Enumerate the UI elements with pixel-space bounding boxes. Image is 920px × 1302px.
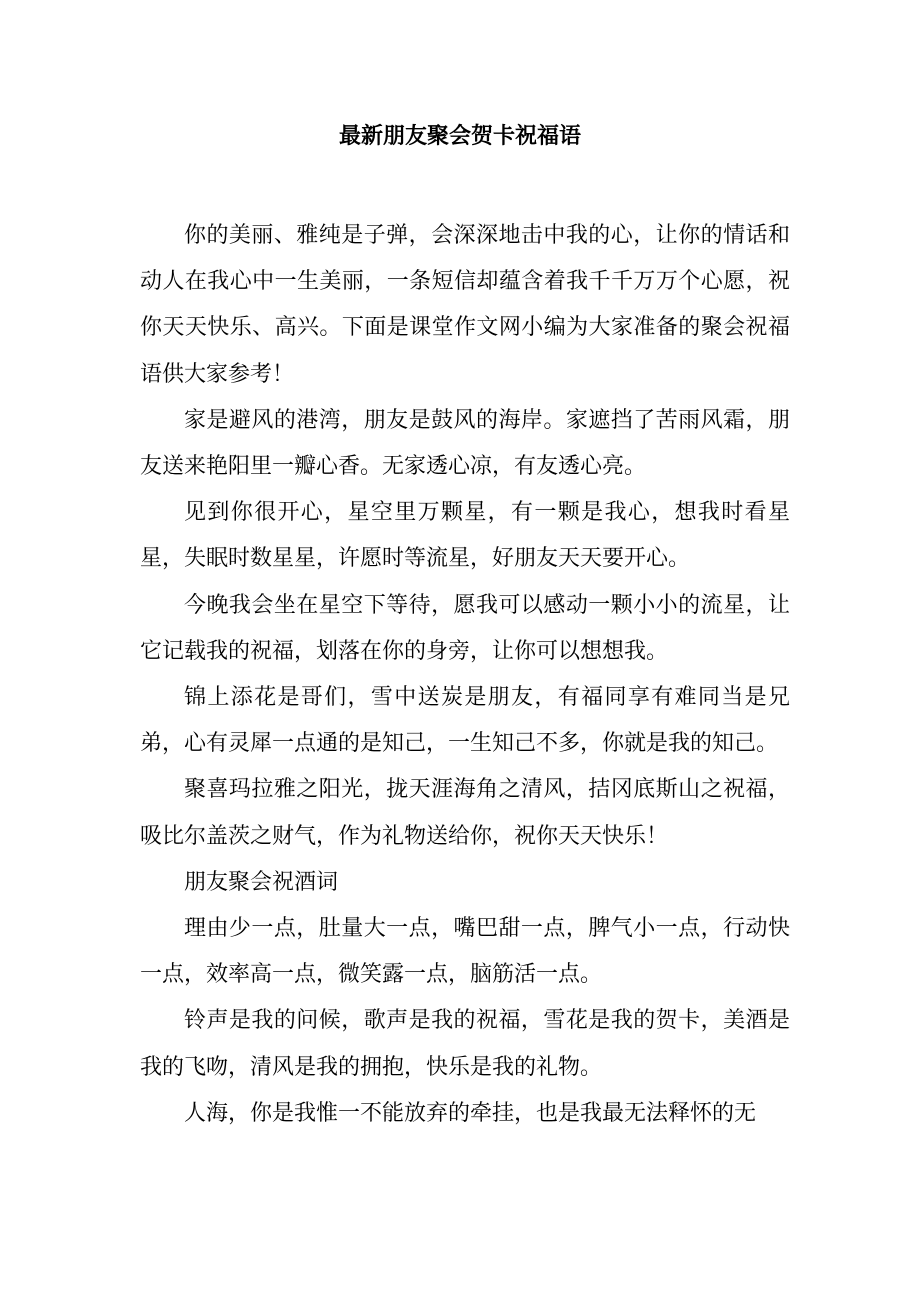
paragraph-meteor: 今晚我会坐在星空下等待，愿我可以感动一颗小小的流星，让它记载我的祝福，划落在你的身旁，让你可以想想我。 xyxy=(140,592,790,664)
section-heading-toast: 朋友聚会祝酒词 xyxy=(184,869,339,895)
paragraph-intro: 你的美丽、雅纯是子弹，会深深地击中我的心，让你的情话和动人在我心中一生美丽，一条短信却蕴含着我千千万万个心愿，祝你天天快乐、高兴。下面是课堂作文网小编为大家准备的聚会祝福语供大家参考！ xyxy=(140,223,790,387)
paragraph-stars: 见到你很开心，星空里万颗星，有一颗是我心，想我时看星星，失眠时数星星，许愿时等流星，好朋友天天要开心。 xyxy=(140,500,790,572)
paragraph-gifts: 聚喜玛拉雅之阳光，拢天涯海角之清风，拮冈底斯山之祝福，吸比尔盖茨之财气，作为礼物送给你，祝你天天快乐！ xyxy=(140,777,790,849)
paragraph-confidant: 锦上添花是哥们，雪中送炭是朋友，有福同享有难同当是兄弟，心有灵犀一点通的是知己，一生知己不多，你就是我的知己。 xyxy=(140,685,790,757)
paragraph-ringtone: 铃声是我的问候，歌声是我的祝福，雪花是我的贺卡，美酒是我的飞吻，清风是我的拥抱，快乐是我的礼物。 xyxy=(140,1008,790,1080)
paragraph-family-friend: 家是避风的港湾，朋友是鼓风的海岸。家遮挡了苦雨风霜，朋友送来艳阳里一瓣心香。无家透心凉，有友透心亮。 xyxy=(140,407,790,480)
document-title: 最新朋友聚会贺卡祝福语 xyxy=(338,123,581,149)
document-body xyxy=(140,213,790,1137)
paragraph-sea-of-people: 人海，你是我惟一不能放弃的牵挂，也是我最无法释怀的无 xyxy=(184,1100,757,1126)
paragraph-a-little-more: 理由少一点，肚量大一点，嘴巴甜一点，脾气小一点，行动快一点，效率高一点，微笑露一点，脑筋活一点。 xyxy=(140,916,790,988)
